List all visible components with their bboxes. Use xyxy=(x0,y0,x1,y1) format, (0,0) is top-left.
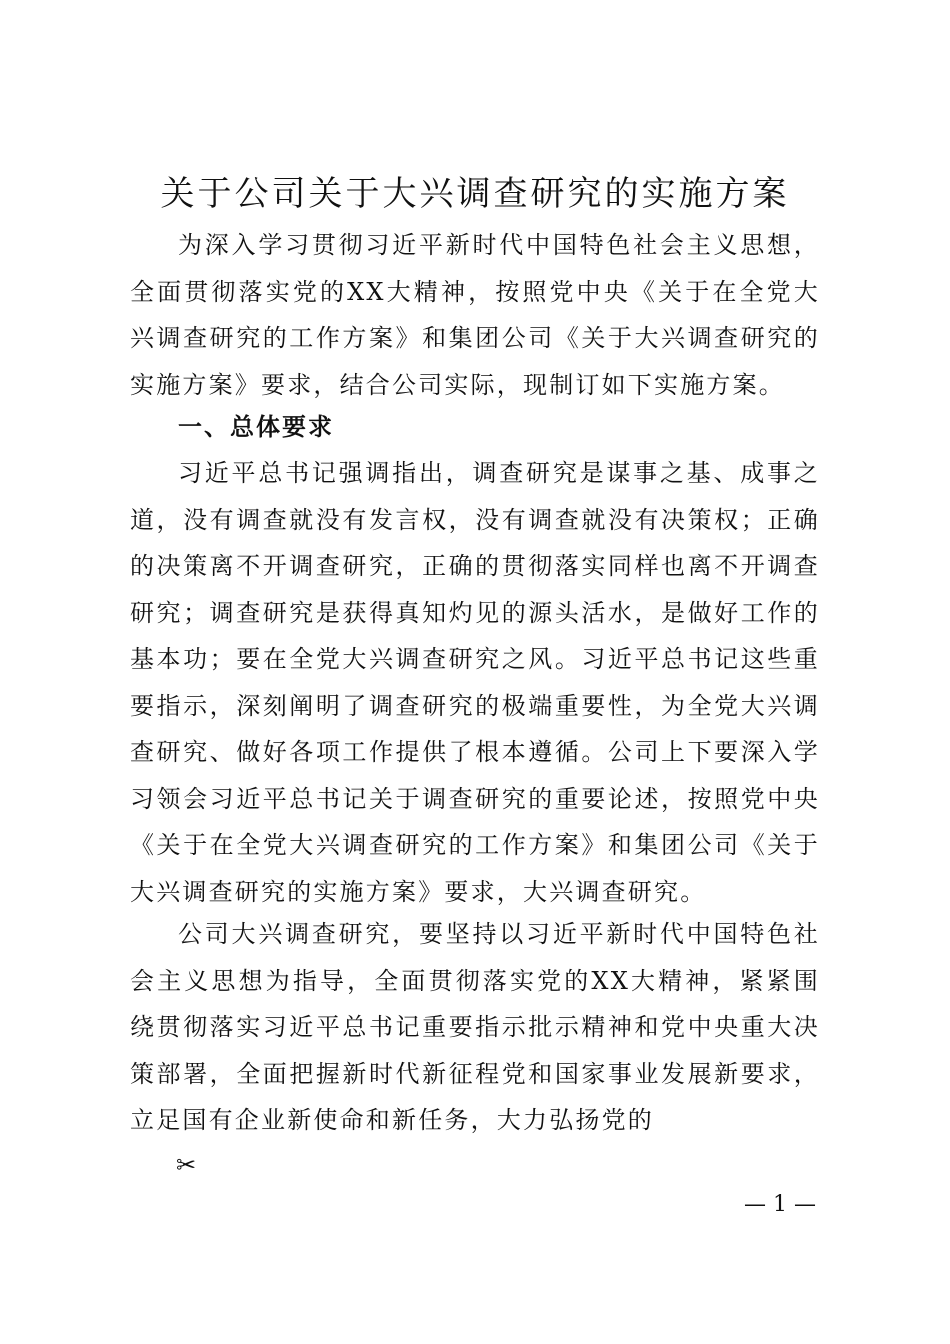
section-heading-block xyxy=(130,404,820,451)
intro-paragraph: 为深入学习贯彻习近平新时代中国特色社会主义思想，全面贯彻落实党的XX大精神，按照党中央《关于在全党大兴调查研究的工作方案》和集团公司《关于大兴调查研究的实施方案》要求，结合公司实际，现制订如下实施方案。 xyxy=(130,231,820,399)
body-paragraph-1: 习近平总书记强调指出，调查研究是谋事之基、成事之道，没有调查就没有发言权，没有调查就没有决策权；正确的决策离不开调查研究，正确的贯彻落实同样也离不开调查研究；调查研究是获得真知灼见的源头活水，是做好工作的基本功；要在全党大兴调查研究之风。习近平总书记这些重要指示，深刻阐明了调查研究的极端重要性，为全党大兴调查研究、做好各项工作提供了根本遵循。公司上下要深入学习领会习近平总书记关于调查研究的重要论述，按照党中央《关于在全党大兴调查研究的工作方案》和集团公司《关于大兴调查研究的实施方案》要求，大兴调查研究。 xyxy=(130,459,820,906)
body-paragraph-2: 公司大兴调查研究，要坚持以习近平新时代中国特色社会主义思想为指导，全面贯彻落实党的XX大精神，紧紧围绕贯彻落实习近平总书记重要指示批示精神和党中央重大决策部署，全面把握新时代新征程党和国家事业发展新要求，立足国有企业新使命和新任务，大力弘扬党的 xyxy=(130,920,820,1134)
intro-paragraph-block xyxy=(130,222,820,408)
document-title: 关于公司关于大兴调查研究的实施方案 xyxy=(160,174,790,214)
scissor-icon: ✂ xyxy=(176,1151,197,1179)
body-paragraph-block-1 xyxy=(130,450,820,915)
section-heading: 一、总体要求 xyxy=(178,413,334,441)
page-number: — 1 — xyxy=(744,1192,816,1217)
body-paragraph-block-2 xyxy=(130,911,820,1144)
